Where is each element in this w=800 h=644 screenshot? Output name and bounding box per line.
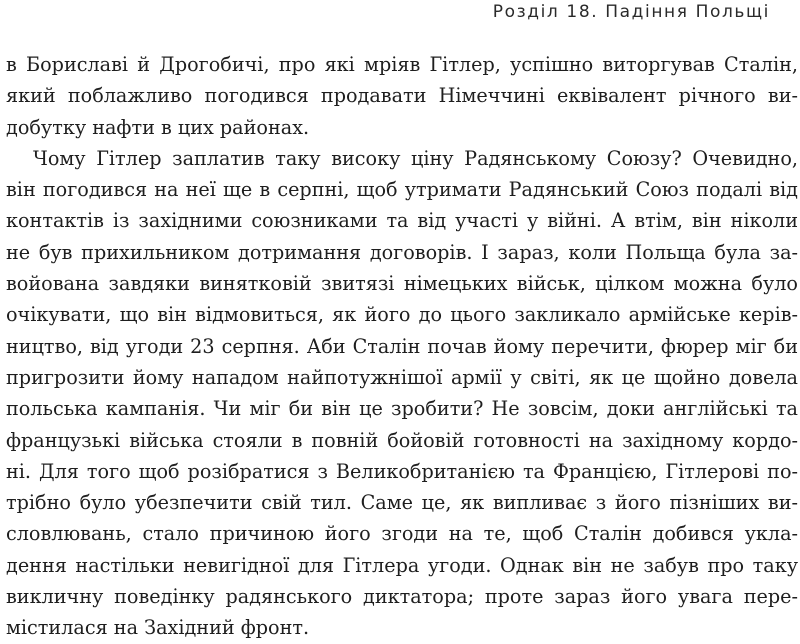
paragraph-first-line: Чому Гітлер заплатив таку високу ціну Радянському Союзу? Очевидно,: [33, 146, 798, 170]
text-line: очікувати, що він відмовиться, як його до цього закликало армійське керів-: [6, 303, 798, 327]
text-line: дення настільки невигідної для Гітлера угоди. Однак він не забув про таку: [6, 553, 798, 577]
text-line: трібно було убезпечити свій тил. Саме це, як випливає з його пізніших ви-: [6, 491, 798, 515]
text-line: пригрозити йому нападом найпотужнішої армії у світі, як це щойно довела: [6, 365, 798, 389]
body-text: [6, 49, 798, 644]
text-line: войована завдяки винятковій звитязі німецьких військ, цілком можна було: [6, 272, 798, 296]
text-line: містилася на Західний фронт.: [6, 616, 310, 640]
text-line: польська кампанія. Чи міг би він це зробити? Не зовсім, доки англійські та: [6, 397, 798, 421]
text-line: контактів із західними союзниками та від участі у війні. А втім, він ніколи: [6, 209, 798, 233]
text-line: словлювань, стало причиною його згоди на те, щоб Сталін добився укла-: [6, 522, 798, 546]
text-line: ництво, від угоди 23 серпня. Аби Сталін почав йому перечити, фюрер міг би: [6, 334, 798, 358]
text-line: який поблажливо погодився продавати Німеччині еквівалент річного ви-: [6, 84, 798, 108]
text-line: він погодився на неї ще в серпні, щоб утримати Радянський Союз подалі від: [6, 178, 798, 202]
text-line: в Бориславі й Дрогобичі, про які мріяв Гітлер, успішно виторгував Сталін,: [6, 53, 798, 76]
text-line: викличну поведінку радянського диктатора; проте зараз його увага пере-: [6, 585, 798, 609]
text-line: не був прихильником дотримання договорів. І зараз, коли Польща була за-: [6, 240, 798, 264]
running-head-chapter-title: Розділ 18. Падіння Польщі: [492, 2, 770, 22]
text-line: добутку нафти в цих районах.: [6, 115, 310, 139]
text-line: французькі війська стояли в повній бойовій готовності на західному кордо-: [6, 428, 798, 452]
text-line: ні. Для того щоб розібратися з Великобританією та Францією, Гітлерові по-: [6, 459, 798, 483]
